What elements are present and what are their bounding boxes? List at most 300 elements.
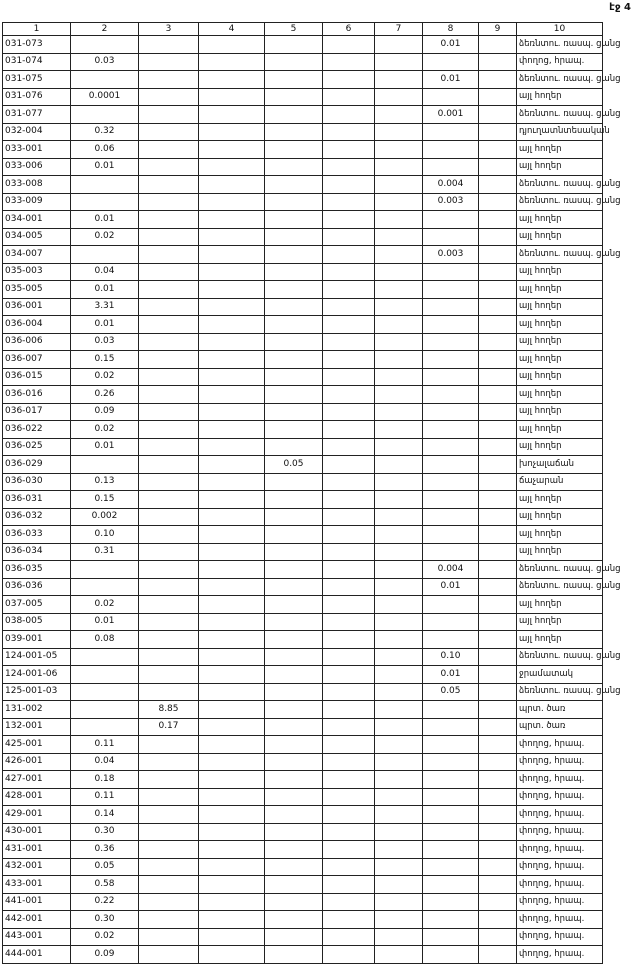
cell-col-10: փողոց, հրապ. — [517, 946, 603, 964]
cell-col-8 — [423, 53, 479, 71]
table-row — [3, 53, 603, 71]
cell-col-5 — [265, 88, 323, 106]
cell-col-4 — [199, 526, 265, 544]
cell-col-4 — [199, 666, 265, 684]
cell-col-2 — [71, 106, 139, 124]
cell-col-5 — [265, 718, 323, 736]
cell-col-6 — [323, 53, 375, 71]
cell-col-3 — [139, 683, 199, 701]
cell-col-6 — [323, 666, 375, 684]
cell-col-7 — [375, 473, 423, 491]
cell-col-1: 033-001 — [3, 141, 71, 159]
table-row — [3, 561, 603, 579]
cell-col-9 — [479, 228, 517, 246]
cell-col-5 — [265, 158, 323, 176]
cell-col-10: այլ հողեր — [517, 491, 603, 509]
cell-col-5 — [265, 561, 323, 579]
cell-col-2: 0.14 — [71, 806, 139, 824]
cell-col-5 — [265, 841, 323, 859]
cell-col-10: փողոց, հրապ. — [517, 911, 603, 929]
cell-col-2: 0.01 — [71, 438, 139, 456]
table-row — [3, 298, 603, 316]
cell-col-6 — [323, 771, 375, 789]
cell-col-9 — [479, 403, 517, 421]
cell-col-4 — [199, 823, 265, 841]
cell-col-1: 432-001 — [3, 858, 71, 876]
cell-col-9 — [479, 631, 517, 649]
column-header-1: 1 — [3, 23, 71, 36]
cell-col-5 — [265, 281, 323, 299]
cell-col-4 — [199, 36, 265, 54]
cell-col-4 — [199, 718, 265, 736]
table-row — [3, 228, 603, 246]
cell-col-9 — [479, 438, 517, 456]
cell-col-1: 033-008 — [3, 176, 71, 194]
cell-col-9 — [479, 736, 517, 754]
cell-col-7 — [375, 491, 423, 509]
table-row — [3, 141, 603, 159]
cell-col-1: 036-034 — [3, 543, 71, 561]
cell-col-5 — [265, 141, 323, 159]
cell-col-1: 035-003 — [3, 263, 71, 281]
cell-col-7 — [375, 578, 423, 596]
cell-col-10: փողոց, հրապ. — [517, 823, 603, 841]
cell-col-8 — [423, 596, 479, 614]
cell-col-2: 0.11 — [71, 788, 139, 806]
cell-col-6 — [323, 526, 375, 544]
cell-col-9 — [479, 176, 517, 194]
cell-col-7 — [375, 613, 423, 631]
cell-col-6 — [323, 718, 375, 736]
cell-col-3 — [139, 526, 199, 544]
cell-col-7 — [375, 823, 423, 841]
cell-col-1: 036-035 — [3, 561, 71, 579]
cell-col-7 — [375, 543, 423, 561]
cell-col-2: 0.30 — [71, 823, 139, 841]
cell-col-1: 036-015 — [3, 368, 71, 386]
cell-col-5 — [265, 788, 323, 806]
cell-col-5 — [265, 123, 323, 141]
cell-col-7 — [375, 841, 423, 859]
cell-col-8 — [423, 158, 479, 176]
cell-col-3 — [139, 946, 199, 964]
cell-col-3: 0.17 — [139, 718, 199, 736]
cell-col-1: 036-036 — [3, 578, 71, 596]
cell-col-2: 0.18 — [71, 771, 139, 789]
cell-col-1: 033-006 — [3, 158, 71, 176]
cell-col-8 — [423, 736, 479, 754]
cell-col-8 — [423, 88, 479, 106]
cell-col-4 — [199, 631, 265, 649]
cell-col-7 — [375, 928, 423, 946]
cell-col-9 — [479, 281, 517, 299]
cell-col-5 — [265, 893, 323, 911]
cell-col-7 — [375, 281, 423, 299]
cell-col-8 — [423, 701, 479, 719]
cell-col-2: 0.01 — [71, 281, 139, 299]
cell-col-6 — [323, 333, 375, 351]
table-row — [3, 403, 603, 421]
cell-col-9 — [479, 683, 517, 701]
cell-col-3 — [139, 911, 199, 929]
cell-col-5 — [265, 666, 323, 684]
cell-col-2: 0.08 — [71, 631, 139, 649]
cell-col-5 — [265, 263, 323, 281]
cell-col-9 — [479, 316, 517, 334]
cell-col-8 — [423, 806, 479, 824]
cell-col-8 — [423, 613, 479, 631]
cell-col-4 — [199, 788, 265, 806]
cell-col-9 — [479, 141, 517, 159]
cell-col-4 — [199, 438, 265, 456]
cell-col-10: այլ հողեր — [517, 386, 603, 404]
cell-col-6 — [323, 893, 375, 911]
cell-col-8 — [423, 456, 479, 474]
land-register-table — [2, 22, 621, 964]
cell-col-10: ձեռնտու. ռասպ. ցանց — [517, 71, 603, 89]
cell-col-6 — [323, 736, 375, 754]
cell-col-6 — [323, 491, 375, 509]
cell-col-9 — [479, 753, 517, 771]
cell-col-3 — [139, 351, 199, 369]
table-row — [3, 71, 603, 89]
cell-col-5 — [265, 106, 323, 124]
cell-col-8 — [423, 771, 479, 789]
cell-col-6 — [323, 561, 375, 579]
cell-col-9 — [479, 333, 517, 351]
cell-col-7 — [375, 176, 423, 194]
cell-col-3 — [139, 53, 199, 71]
cell-col-4 — [199, 876, 265, 894]
cell-col-8 — [423, 526, 479, 544]
table-row — [3, 806, 603, 824]
cell-col-2 — [71, 561, 139, 579]
table-row — [3, 858, 603, 876]
cell-col-7 — [375, 526, 423, 544]
cell-col-5 — [265, 543, 323, 561]
cell-col-6 — [323, 613, 375, 631]
cell-col-5 — [265, 928, 323, 946]
cell-col-4 — [199, 701, 265, 719]
cell-col-10: այլ հողեր — [517, 316, 603, 334]
table-row — [3, 911, 603, 929]
cell-col-9 — [479, 106, 517, 124]
cell-col-3 — [139, 211, 199, 229]
cell-col-9 — [479, 193, 517, 211]
cell-col-5 — [265, 438, 323, 456]
cell-col-5 — [265, 596, 323, 614]
cell-col-9 — [479, 36, 517, 54]
cell-col-9 — [479, 946, 517, 964]
table-row — [3, 823, 603, 841]
cell-col-9 — [479, 806, 517, 824]
cell-col-1: 433-001 — [3, 876, 71, 894]
cell-col-5 — [265, 421, 323, 439]
cell-col-3 — [139, 386, 199, 404]
cell-col-3 — [139, 316, 199, 334]
column-header-5: 5 — [265, 23, 323, 36]
cell-col-8 — [423, 823, 479, 841]
cell-col-4 — [199, 298, 265, 316]
cell-col-5 — [265, 806, 323, 824]
cell-col-8 — [423, 263, 479, 281]
cell-col-1: 427-001 — [3, 771, 71, 789]
cell-col-1: 036-029 — [3, 456, 71, 474]
table-row — [3, 123, 603, 141]
table-body — [3, 36, 621, 964]
table-row — [3, 613, 603, 631]
cell-col-1: 036-022 — [3, 421, 71, 439]
cell-col-2: 0.02 — [71, 928, 139, 946]
cell-col-5 — [265, 386, 323, 404]
cell-col-6 — [323, 176, 375, 194]
cell-col-4 — [199, 158, 265, 176]
cell-col-4 — [199, 578, 265, 596]
table-row — [3, 281, 603, 299]
cell-col-1: 037-005 — [3, 596, 71, 614]
cell-col-1: 442-001 — [3, 911, 71, 929]
cell-col-5 — [265, 578, 323, 596]
cell-col-5 — [265, 228, 323, 246]
cell-col-8 — [423, 946, 479, 964]
table-row — [3, 176, 603, 194]
cell-col-8 — [423, 876, 479, 894]
cell-col-4 — [199, 946, 265, 964]
cell-col-5 — [265, 211, 323, 229]
cell-col-10: փողոց, հրապ. — [517, 736, 603, 754]
cell-col-2: 0.06 — [71, 141, 139, 159]
cell-col-6 — [323, 753, 375, 771]
cell-col-7 — [375, 53, 423, 71]
cell-col-4 — [199, 753, 265, 771]
cell-col-1: 132-001 — [3, 718, 71, 736]
cell-col-6 — [323, 788, 375, 806]
cell-col-6 — [323, 543, 375, 561]
cell-col-3: 8.85 — [139, 701, 199, 719]
cell-col-9 — [479, 841, 517, 859]
cell-col-6 — [323, 438, 375, 456]
cell-col-6 — [323, 298, 375, 316]
cell-col-3 — [139, 561, 199, 579]
cell-col-9 — [479, 876, 517, 894]
cell-col-8 — [423, 403, 479, 421]
cell-col-10: այլ հողեր — [517, 403, 603, 421]
table-row — [3, 368, 603, 386]
cell-col-3 — [139, 421, 199, 439]
cell-col-3 — [139, 771, 199, 789]
cell-col-9 — [479, 71, 517, 89]
cell-col-9 — [479, 368, 517, 386]
cell-col-5 — [265, 701, 323, 719]
table-row — [3, 631, 603, 649]
cell-col-9 — [479, 123, 517, 141]
cell-col-1: 034-001 — [3, 211, 71, 229]
cell-col-1: 032-004 — [3, 123, 71, 141]
cell-col-7 — [375, 141, 423, 159]
cell-col-6 — [323, 928, 375, 946]
cell-col-7 — [375, 736, 423, 754]
cell-col-10: փողոց, հրապ. — [517, 753, 603, 771]
cell-col-6 — [323, 683, 375, 701]
cell-col-4 — [199, 858, 265, 876]
cell-col-7 — [375, 438, 423, 456]
cell-col-10: այլ հողեր — [517, 211, 603, 229]
cell-col-2 — [71, 36, 139, 54]
cell-col-7 — [375, 648, 423, 666]
cell-col-6 — [323, 368, 375, 386]
cell-col-1: 443-001 — [3, 928, 71, 946]
cell-col-1: 036-017 — [3, 403, 71, 421]
cell-col-3 — [139, 298, 199, 316]
cell-col-4 — [199, 596, 265, 614]
cell-col-9 — [479, 613, 517, 631]
cell-col-9 — [479, 386, 517, 404]
cell-col-2 — [71, 456, 139, 474]
cell-col-9 — [479, 456, 517, 474]
cell-col-1: 031-077 — [3, 106, 71, 124]
cell-col-2: 0.01 — [71, 211, 139, 229]
cell-col-7 — [375, 298, 423, 316]
cell-col-3 — [139, 753, 199, 771]
cell-col-5 — [265, 911, 323, 929]
cell-col-3 — [139, 788, 199, 806]
page-number-label: էջ 4 — [609, 2, 631, 13]
cell-col-1: 039-001 — [3, 631, 71, 649]
cell-col-2: 0.32 — [71, 123, 139, 141]
cell-col-9 — [479, 701, 517, 719]
cell-col-10: ճաչարան — [517, 473, 603, 491]
cell-col-3 — [139, 88, 199, 106]
cell-col-7 — [375, 88, 423, 106]
cell-col-8 — [423, 491, 479, 509]
cell-col-10: այլ հողեր — [517, 508, 603, 526]
cell-col-8 — [423, 298, 479, 316]
cell-col-4 — [199, 806, 265, 824]
cell-col-7 — [375, 123, 423, 141]
cell-col-2: 0.31 — [71, 543, 139, 561]
cell-col-1: 036-033 — [3, 526, 71, 544]
cell-col-1: 428-001 — [3, 788, 71, 806]
cell-col-9 — [479, 246, 517, 264]
cell-col-9 — [479, 911, 517, 929]
cell-col-7 — [375, 911, 423, 929]
cell-col-2: 0.04 — [71, 753, 139, 771]
cell-col-8 — [423, 351, 479, 369]
cell-col-10: այլ հողեր — [517, 543, 603, 561]
cell-col-7 — [375, 858, 423, 876]
cell-col-8: 0.01 — [423, 666, 479, 684]
table-row — [3, 648, 603, 666]
cell-col-1: 031-073 — [3, 36, 71, 54]
cell-col-3 — [139, 893, 199, 911]
cell-col-2: 0.13 — [71, 473, 139, 491]
cell-col-10: ձեռնտու. ռասպ. ցանց — [517, 578, 603, 596]
cell-col-10: այլ հողեր — [517, 368, 603, 386]
cell-col-4 — [199, 368, 265, 386]
table-row — [3, 438, 603, 456]
cell-col-9 — [479, 596, 517, 614]
cell-col-7 — [375, 193, 423, 211]
column-header-3: 3 — [139, 23, 199, 36]
cell-col-4 — [199, 928, 265, 946]
cell-col-5 — [265, 736, 323, 754]
cell-col-9 — [479, 578, 517, 596]
table-row — [3, 666, 603, 684]
cell-col-3 — [139, 456, 199, 474]
cell-col-7 — [375, 666, 423, 684]
table-row — [3, 526, 603, 544]
cell-col-8 — [423, 368, 479, 386]
cell-col-4 — [199, 841, 265, 859]
cell-col-10: փողոց, հրապ. — [517, 771, 603, 789]
cell-col-7 — [375, 701, 423, 719]
cell-col-6 — [323, 403, 375, 421]
cell-col-2 — [71, 193, 139, 211]
cell-col-4 — [199, 71, 265, 89]
cell-col-6 — [323, 123, 375, 141]
cell-col-5 — [265, 946, 323, 964]
cell-col-10: այլ հողեր — [517, 141, 603, 159]
cell-col-5 — [265, 771, 323, 789]
cell-col-8 — [423, 316, 479, 334]
cell-col-5 — [265, 823, 323, 841]
cell-col-10: փողոց, հրապ. — [517, 53, 603, 71]
cell-col-7 — [375, 788, 423, 806]
cell-col-9 — [479, 421, 517, 439]
cell-col-10: խոչալաճան — [517, 456, 603, 474]
cell-col-4 — [199, 473, 265, 491]
cell-col-4 — [199, 193, 265, 211]
cell-col-8: 0.003 — [423, 246, 479, 264]
table-row — [3, 771, 603, 789]
cell-col-5 — [265, 491, 323, 509]
table-row — [3, 263, 603, 281]
cell-col-9 — [479, 508, 517, 526]
cell-col-3 — [139, 491, 199, 509]
cell-col-6 — [323, 473, 375, 491]
cell-col-6 — [323, 946, 375, 964]
cell-col-4 — [199, 316, 265, 334]
column-header-4: 4 — [199, 23, 265, 36]
cell-col-7 — [375, 36, 423, 54]
cell-col-3 — [139, 631, 199, 649]
cell-col-4 — [199, 53, 265, 71]
cell-col-7 — [375, 211, 423, 229]
cell-col-1: 038-005 — [3, 613, 71, 631]
cell-col-7 — [375, 158, 423, 176]
cell-col-6 — [323, 316, 375, 334]
cell-col-1: 036-031 — [3, 491, 71, 509]
cell-col-9 — [479, 473, 517, 491]
cell-col-3 — [139, 193, 199, 211]
cell-col-8 — [423, 438, 479, 456]
cell-col-3 — [139, 71, 199, 89]
cell-col-7 — [375, 508, 423, 526]
cell-col-1: 036-025 — [3, 438, 71, 456]
cell-col-1: 036-016 — [3, 386, 71, 404]
table-row — [3, 788, 603, 806]
cell-col-6 — [323, 36, 375, 54]
cell-col-6 — [323, 841, 375, 859]
table-row — [3, 701, 603, 719]
column-header-8: 8 — [423, 23, 479, 36]
cell-col-6 — [323, 421, 375, 439]
cell-col-1: 426-001 — [3, 753, 71, 771]
cell-col-6 — [323, 578, 375, 596]
cell-col-1: 035-005 — [3, 281, 71, 299]
cell-col-10: այլ հողեր — [517, 298, 603, 316]
cell-col-5 — [265, 526, 323, 544]
